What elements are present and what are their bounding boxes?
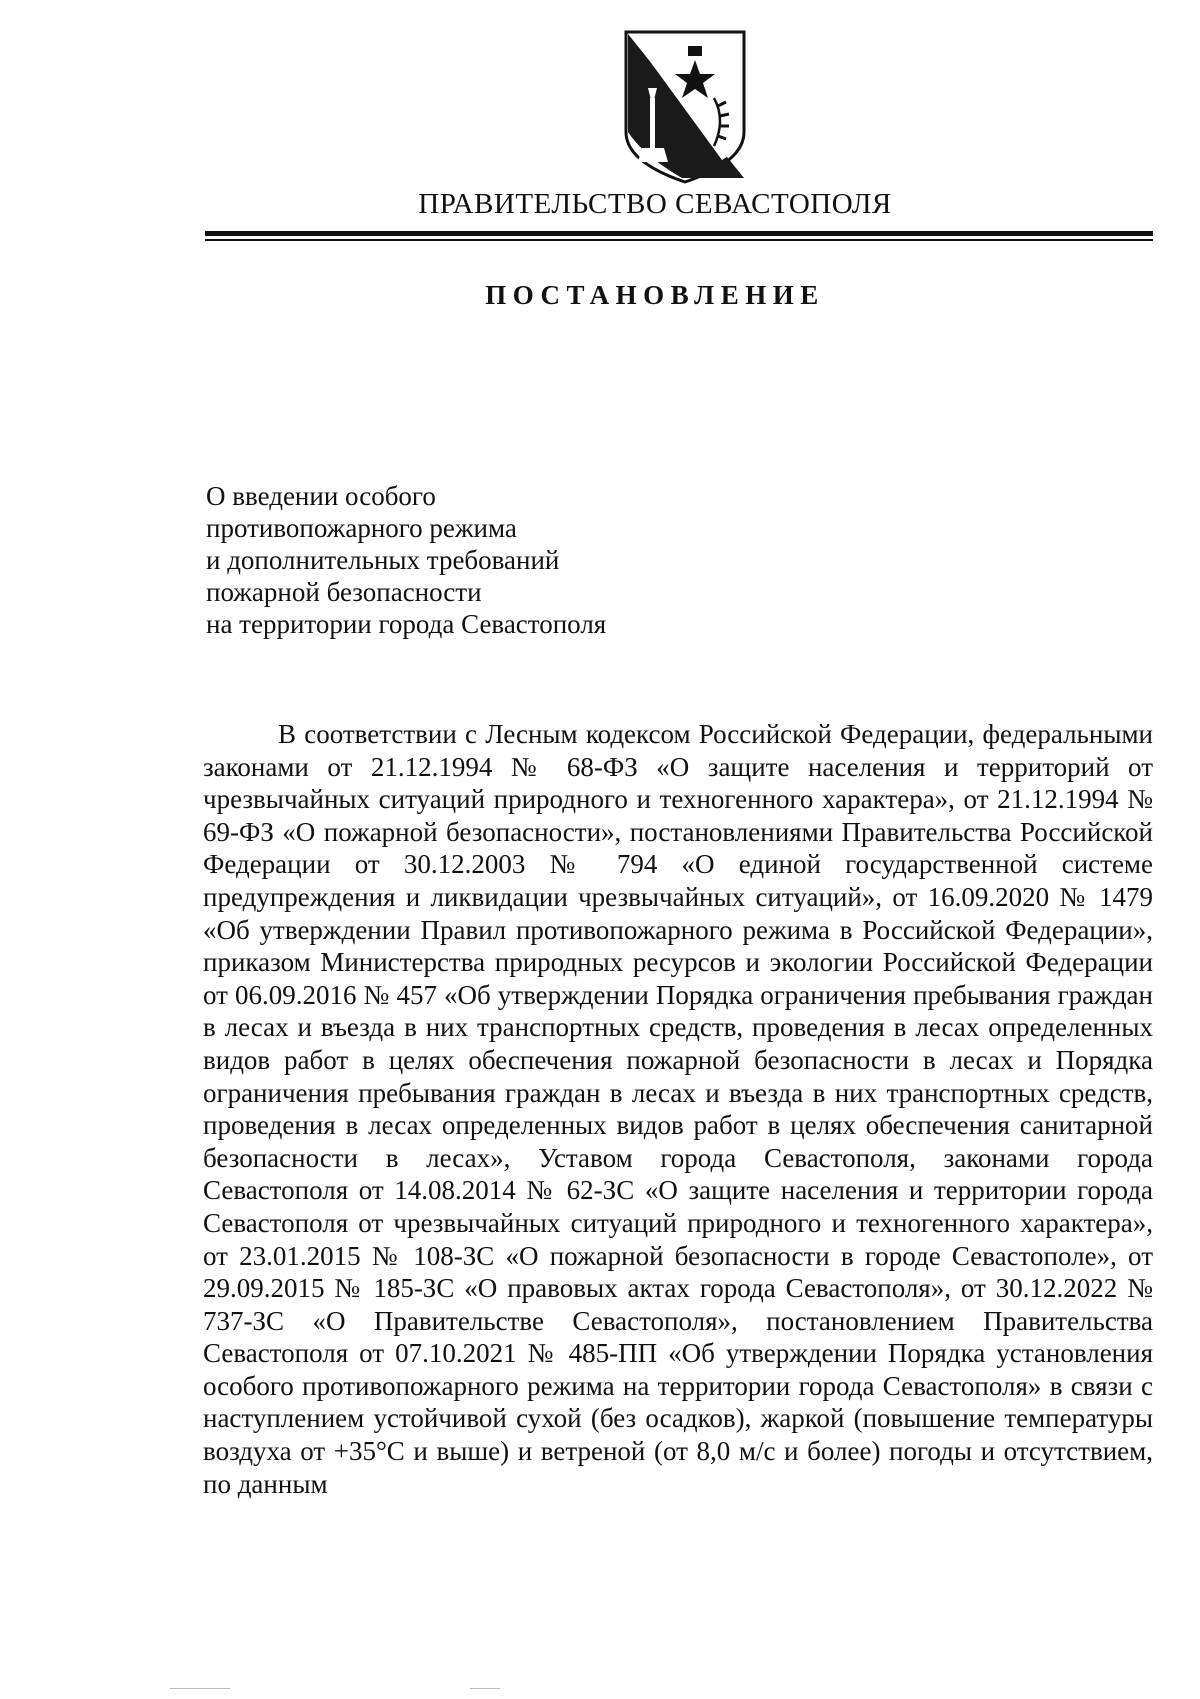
subject-line: пожарной безопасности [206, 577, 482, 607]
document-subject [206, 480, 726, 640]
subject-line: противопожарного режима [206, 513, 517, 543]
body-paragraph: В соответствии с Лесным кодексом Российской Федерации, федеральными законами от 21.12.1994 № 68-ФЗ «О защите населения и территорий от чрезвычайных ситуаций природного и техногенного характера», от 21.12.1994 № 69-ФЗ «О пожарной безопасности», постановлениями Правительства Российской Федерации от 30.12.2003 № 794 «О единой государственной системе предупреждения и ликвидации чрезвычайных ситуаций», от 16.09.2020 № 1479 «Об утверждении Правил противопожарного режима в Российской Федерации», приказом Министерства природных ресурсов и экологии Российской Федерации от 06.09.2016 № 457 «Об утверждении Порядка ограничения пребывания граждан в лесах и въезда в них транспортных средств, проведения в лесах определенных видов работ в целях обеспечения пожарной безопасности в лесах и Порядка ограничения пребывания граждан в лесах и въезда в них транспортных средств, проведения в лесах определенных видов работ в целях обеспечения санитарной безопасности в лесах», Уставом города Севастополя, законами города Севастополя от 14.08.2014 № 62-ЗС «О защите населения и территории города Севастополя от чрезвычайных ситуаций природного и техногенного характера», от 23.01.2015 № 108-ЗС «О пожарной безопасности в городе Севастополе», от 29.09.2015 № 185-ЗС «О правовых актах города Севастополя», от 30.12.2022 № 737-ЗС «О Правительстве Севастополя», постановлением Правительства Севастополя от 07.10.2021 № 485-ПП «Об утверждении Порядка установления особого противопожарного режима на территории города Севастополя» в связи с наступлением устойчивой сухой (без осадков), жаркой (повышение температуры воздуха от +35°С и выше) и ветреной (от 8,0 м/с и более) погоды и отсутствием, по данным [203, 719, 1153, 1499]
subject-line: О введении особого [206, 481, 436, 511]
document-type-title: ПОСТАНОВЛЕНИЕ [485, 280, 825, 310]
subject-line: и дополнительных требований [206, 545, 560, 575]
organization-name: ПРАВИТЕЛЬСТВО СЕВАСТОПОЛЯ [418, 188, 892, 220]
header-divider-thin [205, 239, 1153, 241]
scan-artifact [470, 1688, 500, 1689]
scan-artifact [170, 1688, 230, 1689]
header-divider-thick [205, 231, 1153, 236]
subject-line: на территории города Севастополя [206, 609, 607, 639]
sevastopol-coat-of-arms-icon [622, 28, 748, 186]
